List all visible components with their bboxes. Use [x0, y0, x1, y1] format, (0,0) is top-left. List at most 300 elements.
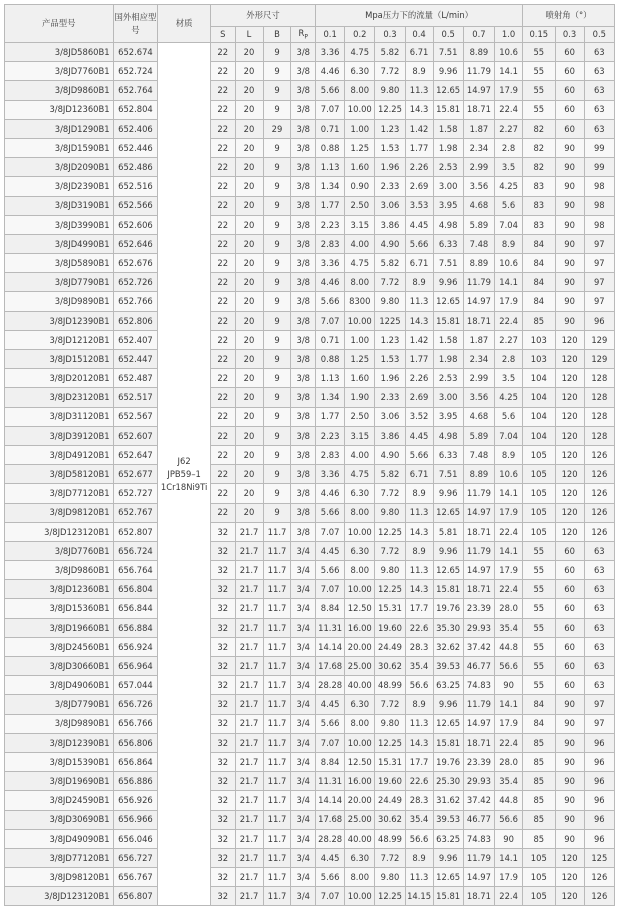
cell-angle-0.5: 98 [584, 215, 614, 234]
cell-model: 3/8JD9890B1 [5, 714, 114, 733]
cell-dim-rp: 3/8 [291, 100, 316, 119]
cell-angle-0.5: 63 [584, 119, 614, 138]
cell-flow-0.2: 1.00 [345, 119, 375, 138]
cell-flow-0.4: 1.77 [405, 350, 433, 369]
cell-flow-0.5: 12.65 [433, 561, 463, 580]
cell-flow-1.0: 22.4 [495, 522, 523, 541]
cell-angle-0.5: 126 [584, 445, 614, 464]
cell-angle-0.3: 60 [555, 618, 584, 637]
cell-flow-0.1: 5.66 [316, 868, 345, 887]
table-row [5, 733, 615, 752]
cell-model: 3/8JD4990B1 [5, 234, 114, 253]
cell-angle-0.15: 105 [523, 465, 555, 484]
cell-model: 3/8JD20120B1 [5, 369, 114, 388]
cell-flow-0.3: 9.80 [375, 561, 405, 580]
cell-dim-b: 9 [263, 196, 291, 215]
cell-flow-0.2: 16.00 [345, 772, 375, 791]
cell-flow-0.3: 24.49 [375, 791, 405, 810]
cell-dim-b: 11.7 [263, 676, 291, 695]
cell-angle-0.3: 60 [555, 100, 584, 119]
table-row [5, 350, 615, 369]
cell-dim-rp: 3/4 [291, 829, 316, 848]
cell-ref-model: 656.046 [113, 829, 158, 848]
cell-flow-0.3: 15.31 [375, 752, 405, 771]
cell-flow-0.2: 4.00 [345, 234, 375, 253]
cell-dim-l: 20 [235, 484, 263, 503]
cell-flow-1.0: 10.6 [495, 465, 523, 484]
cell-flow-0.3: 30.62 [375, 657, 405, 676]
cell-flow-0.7: 46.77 [463, 810, 494, 829]
cell-flow-0.2: 1.25 [345, 350, 375, 369]
cell-dim-b: 11.7 [263, 637, 291, 656]
cell-flow-1.0: 3.5 [495, 158, 523, 177]
cell-dim-s: 22 [210, 407, 235, 426]
cell-dim-s: 32 [210, 829, 235, 848]
cell-dim-b: 9 [263, 465, 291, 484]
cell-flow-0.7: 18.71 [463, 580, 494, 599]
cell-flow-0.1: 0.71 [316, 330, 345, 349]
cell-angle-0.15: 103 [523, 330, 555, 349]
cell-ref-model: 652.446 [113, 138, 158, 157]
cell-angle-0.15: 104 [523, 426, 555, 445]
cell-flow-0.4: 8.9 [405, 62, 433, 81]
cell-flow-0.5: 6.33 [433, 234, 463, 253]
table-row [5, 714, 615, 733]
cell-angle-0.3: 90 [555, 234, 584, 253]
cell-dim-l: 20 [235, 43, 263, 62]
cell-angle-0.5: 63 [584, 561, 614, 580]
cell-flow-0.5: 12.65 [433, 714, 463, 733]
cell-angle-0.3: 90 [555, 292, 584, 311]
cell-angle-0.3: 60 [555, 541, 584, 560]
cell-model: 3/8JD7790B1 [5, 273, 114, 292]
cell-flow-0.3: 1225 [375, 311, 405, 330]
cell-dim-l: 21.7 [235, 772, 263, 791]
table-row [5, 445, 615, 464]
cell-angle-0.15: 55 [523, 580, 555, 599]
cell-flow-1.0: 14.1 [495, 848, 523, 867]
cell-flow-0.2: 20.00 [345, 791, 375, 810]
cell-dim-b: 9 [263, 43, 291, 62]
table-row [5, 388, 615, 407]
cell-flow-0.7: 14.97 [463, 292, 494, 311]
cell-model: 3/8JD12360B1 [5, 580, 114, 599]
cell-dim-rp: 3/4 [291, 695, 316, 714]
cell-angle-0.3: 120 [555, 350, 584, 369]
cell-dim-rp: 3/8 [291, 196, 316, 215]
header-pressure: 0.2 [345, 27, 375, 43]
cell-dim-s: 22 [210, 62, 235, 81]
cell-flow-0.1: 28.28 [316, 829, 345, 848]
cell-flow-0.2: 6.30 [345, 541, 375, 560]
cell-dim-l: 21.7 [235, 887, 263, 906]
cell-flow-0.4: 28.3 [405, 637, 433, 656]
table-row [5, 330, 615, 349]
cell-flow-0.2: 6.30 [345, 484, 375, 503]
cell-flow-0.5: 6.33 [433, 445, 463, 464]
cell-ref-model: 652.607 [113, 426, 158, 445]
cell-flow-0.4: 5.66 [405, 445, 433, 464]
cell-angle-0.5: 63 [584, 62, 614, 81]
cell-dim-rp: 3/4 [291, 580, 316, 599]
cell-flow-0.3: 24.49 [375, 637, 405, 656]
cell-flow-1.0: 7.04 [495, 426, 523, 445]
cell-flow-1.0: 14.1 [495, 62, 523, 81]
cell-angle-0.3: 120 [555, 503, 584, 522]
cell-model: 3/8JD19690B1 [5, 772, 114, 791]
cell-dim-l: 21.7 [235, 599, 263, 618]
cell-flow-0.2: 4.75 [345, 43, 375, 62]
cell-angle-0.5: 128 [584, 369, 614, 388]
cell-flow-0.4: 11.3 [405, 81, 433, 100]
cell-flow-0.3: 30.62 [375, 810, 405, 829]
cell-flow-0.2: 40.00 [345, 676, 375, 695]
cell-dim-b: 9 [263, 158, 291, 177]
cell-dim-b: 11.7 [263, 810, 291, 829]
cell-ref-model: 656.886 [113, 772, 158, 791]
cell-flow-1.0: 2.27 [495, 119, 523, 138]
cell-flow-0.4: 6.71 [405, 465, 433, 484]
cell-dim-b: 11.7 [263, 848, 291, 867]
cell-angle-0.3: 90 [555, 772, 584, 791]
table-row [5, 254, 615, 273]
cell-dim-rp: 3/8 [291, 215, 316, 234]
cell-flow-1.0: 2.8 [495, 350, 523, 369]
cell-angle-0.3: 60 [555, 62, 584, 81]
cell-flow-1.0: 14.1 [495, 484, 523, 503]
cell-ref-model: 652.487 [113, 369, 158, 388]
cell-ref-model: 652.767 [113, 503, 158, 522]
cell-dim-b: 9 [263, 388, 291, 407]
cell-flow-0.1: 1.34 [316, 388, 345, 407]
header-dimensions: 外形尺寸 [210, 5, 315, 27]
cell-dim-b: 9 [263, 407, 291, 426]
cell-angle-0.5: 99 [584, 138, 614, 157]
cell-flow-0.5: 7.51 [433, 465, 463, 484]
cell-flow-0.7: 18.71 [463, 733, 494, 752]
cell-flow-0.3: 1.96 [375, 369, 405, 388]
material-line2: JPB59–1 [167, 468, 201, 479]
cell-flow-0.7: 37.42 [463, 791, 494, 810]
cell-flow-0.3: 7.72 [375, 62, 405, 81]
cell-dim-rp: 3/8 [291, 62, 316, 81]
cell-flow-1.0: 5.6 [495, 407, 523, 426]
cell-flow-0.1: 5.66 [316, 561, 345, 580]
cell-flow-0.4: 11.3 [405, 868, 433, 887]
cell-flow-0.1: 7.07 [316, 100, 345, 119]
cell-flow-0.7: 7.48 [463, 445, 494, 464]
cell-angle-0.15: 84 [523, 714, 555, 733]
cell-model: 3/8JD1590B1 [5, 138, 114, 157]
cell-angle-0.15: 55 [523, 62, 555, 81]
cell-dim-b: 11.7 [263, 618, 291, 637]
table-row [5, 752, 615, 771]
cell-ref-model: 652.764 [113, 81, 158, 100]
cell-dim-l: 21.7 [235, 733, 263, 752]
cell-angle-0.15: 55 [523, 81, 555, 100]
cell-angle-0.5: 126 [584, 887, 614, 906]
cell-angle-0.15: 85 [523, 733, 555, 752]
table-row [5, 503, 615, 522]
cell-ref-model: 656.884 [113, 618, 158, 637]
cell-angle-0.3: 90 [555, 273, 584, 292]
cell-dim-l: 20 [235, 369, 263, 388]
cell-model: 3/8JD23120B1 [5, 388, 114, 407]
cell-dim-s: 22 [210, 292, 235, 311]
cell-flow-0.1: 1.34 [316, 177, 345, 196]
cell-angle-0.15: 85 [523, 311, 555, 330]
cell-flow-0.5: 3.95 [433, 407, 463, 426]
cell-angle-0.5: 97 [584, 273, 614, 292]
cell-flow-0.7: 2.34 [463, 350, 494, 369]
header-dim-s: S [210, 27, 235, 43]
cell-flow-0.5: 63.25 [433, 829, 463, 848]
cell-flow-0.4: 11.3 [405, 561, 433, 580]
cell-angle-0.5: 128 [584, 426, 614, 445]
cell-dim-b: 11.7 [263, 695, 291, 714]
cell-flow-0.3: 1.23 [375, 330, 405, 349]
cell-flow-0.5: 19.76 [433, 599, 463, 618]
cell-model: 3/8JD49120B1 [5, 445, 114, 464]
cell-ref-model: 656.724 [113, 541, 158, 560]
cell-flow-0.1: 17.68 [316, 810, 345, 829]
cell-dim-s: 22 [210, 311, 235, 330]
cell-dim-rp: 3/4 [291, 657, 316, 676]
cell-flow-0.4: 14.3 [405, 100, 433, 119]
cell-angle-0.15: 84 [523, 234, 555, 253]
cell-angle-0.3: 60 [555, 119, 584, 138]
cell-model: 3/8JD9890B1 [5, 292, 114, 311]
cell-dim-l: 20 [235, 426, 263, 445]
table-row [5, 868, 615, 887]
cell-flow-0.7: 23.39 [463, 599, 494, 618]
cell-dim-l: 20 [235, 445, 263, 464]
header-pressure: 0.5 [433, 27, 463, 43]
cell-model: 3/8JD123120B1 [5, 887, 114, 906]
table-row [5, 848, 615, 867]
cell-dim-b: 9 [263, 311, 291, 330]
cell-flow-0.7: 2.99 [463, 369, 494, 388]
cell-flow-1.0: 44.8 [495, 637, 523, 656]
cell-dim-l: 20 [235, 138, 263, 157]
cell-flow-0.7: 18.71 [463, 522, 494, 541]
cell-flow-0.2: 4.75 [345, 465, 375, 484]
cell-flow-0.5: 63.25 [433, 676, 463, 695]
cell-flow-0.4: 14.3 [405, 733, 433, 752]
cell-angle-0.5: 99 [584, 158, 614, 177]
header-material: 材质 [158, 5, 211, 43]
cell-flow-0.2: 2.50 [345, 407, 375, 426]
cell-angle-0.15: 105 [523, 484, 555, 503]
cell-model: 3/8JD98120B1 [5, 868, 114, 887]
cell-angle-0.3: 60 [555, 599, 584, 618]
cell-dim-s: 22 [210, 177, 235, 196]
cell-flow-0.7: 74.83 [463, 829, 494, 848]
cell-flow-0.3: 12.25 [375, 100, 405, 119]
cell-ref-model: 656.727 [113, 848, 158, 867]
cell-flow-0.3: 3.86 [375, 426, 405, 445]
cell-model: 3/8JD2390B1 [5, 177, 114, 196]
cell-model: 3/8JD30690B1 [5, 810, 114, 829]
cell-ref-model: 652.726 [113, 273, 158, 292]
cell-dim-rp: 3/4 [291, 676, 316, 695]
cell-angle-0.5: 129 [584, 330, 614, 349]
cell-dim-b: 11.7 [263, 829, 291, 848]
cell-ref-model: 652.804 [113, 100, 158, 119]
cell-flow-0.5: 9.96 [433, 273, 463, 292]
header-angle-pressure: 0.15 [523, 27, 555, 43]
cell-flow-1.0: 28.0 [495, 599, 523, 618]
cell-flow-0.3: 9.80 [375, 868, 405, 887]
cell-flow-0.7: 2.34 [463, 138, 494, 157]
cell-flow-1.0: 7.04 [495, 215, 523, 234]
cell-flow-0.5: 1.58 [433, 330, 463, 349]
cell-dim-b: 9 [263, 330, 291, 349]
cell-dim-b: 9 [263, 138, 291, 157]
cell-flow-0.3: 15.31 [375, 599, 405, 618]
cell-angle-0.3: 120 [555, 445, 584, 464]
cell-ref-model: 652.807 [113, 522, 158, 541]
cell-model: 3/8JD12390B1 [5, 733, 114, 752]
cell-dim-rp: 3/8 [291, 234, 316, 253]
table-row [5, 426, 615, 445]
cell-flow-0.3: 12.25 [375, 887, 405, 906]
cell-angle-0.3: 120 [555, 848, 584, 867]
cell-flow-0.3: 19.60 [375, 618, 405, 637]
cell-dim-s: 22 [210, 196, 235, 215]
cell-flow-1.0: 56.6 [495, 810, 523, 829]
cell-dim-l: 20 [235, 177, 263, 196]
cell-flow-0.5: 15.81 [433, 733, 463, 752]
cell-angle-0.15: 82 [523, 138, 555, 157]
cell-dim-s: 22 [210, 484, 235, 503]
cell-angle-0.15: 84 [523, 695, 555, 714]
cell-flow-0.2: 2.50 [345, 196, 375, 215]
cell-flow-0.3: 48.99 [375, 676, 405, 695]
cell-flow-0.4: 4.45 [405, 426, 433, 445]
cell-flow-0.2: 1.25 [345, 138, 375, 157]
cell-angle-0.15: 82 [523, 119, 555, 138]
cell-flow-0.7: 8.89 [463, 465, 494, 484]
cell-dim-s: 22 [210, 158, 235, 177]
cell-angle-0.5: 126 [584, 503, 614, 522]
cell-model: 3/8JD77120B1 [5, 848, 114, 867]
cell-angle-0.5: 129 [584, 350, 614, 369]
cell-flow-1.0: 17.9 [495, 81, 523, 100]
cell-flow-0.2: 0.90 [345, 177, 375, 196]
cell-flow-0.2: 10.00 [345, 100, 375, 119]
cell-flow-1.0: 44.8 [495, 791, 523, 810]
cell-angle-0.15: 84 [523, 292, 555, 311]
table-body [5, 43, 615, 906]
cell-flow-0.7: 14.97 [463, 714, 494, 733]
cell-flow-0.5: 3.95 [433, 196, 463, 215]
cell-flow-0.5: 12.65 [433, 503, 463, 522]
cell-flow-0.7: 74.83 [463, 676, 494, 695]
cell-model: 3/8JD123120B1 [5, 522, 114, 541]
cell-dim-l: 20 [235, 273, 263, 292]
cell-flow-0.4: 5.66 [405, 234, 433, 253]
material-line1: J62 [177, 455, 191, 466]
cell-angle-0.3: 60 [555, 561, 584, 580]
cell-model: 3/8JD15120B1 [5, 350, 114, 369]
cell-model: 3/8JD24560B1 [5, 637, 114, 656]
table-row [5, 43, 615, 62]
cell-dim-rp: 3/8 [291, 522, 316, 541]
cell-flow-0.5: 15.81 [433, 100, 463, 119]
cell-dim-l: 20 [235, 119, 263, 138]
cell-angle-0.3: 120 [555, 868, 584, 887]
cell-flow-0.7: 11.79 [463, 848, 494, 867]
cell-flow-0.2: 4.75 [345, 254, 375, 273]
table-row [5, 580, 615, 599]
cell-dim-b: 11.7 [263, 599, 291, 618]
cell-flow-0.3: 3.86 [375, 215, 405, 234]
cell-flow-0.3: 9.80 [375, 503, 405, 522]
table-row [5, 599, 615, 618]
cell-angle-0.3: 120 [555, 407, 584, 426]
cell-model: 3/8JD24590B1 [5, 791, 114, 810]
cell-flow-0.3: 3.06 [375, 407, 405, 426]
cell-flow-0.1: 4.46 [316, 484, 345, 503]
cell-flow-1.0: 3.5 [495, 369, 523, 388]
cell-angle-0.5: 63 [584, 43, 614, 62]
cell-angle-0.15: 55 [523, 43, 555, 62]
cell-ref-model: 652.406 [113, 119, 158, 138]
table-row [5, 887, 615, 906]
cell-angle-0.5: 96 [584, 791, 614, 810]
cell-dim-s: 22 [210, 43, 235, 62]
cell-angle-0.15: 104 [523, 369, 555, 388]
cell-dim-rp: 3/8 [291, 407, 316, 426]
table-row [5, 791, 615, 810]
cell-dim-rp: 3/8 [291, 465, 316, 484]
cell-dim-l: 21.7 [235, 848, 263, 867]
cell-flow-0.7: 3.56 [463, 388, 494, 407]
cell-flow-0.2: 10.00 [345, 580, 375, 599]
cell-ref-model: 656.804 [113, 580, 158, 599]
cell-dim-s: 32 [210, 695, 235, 714]
table-row [5, 407, 615, 426]
cell-dim-b: 11.7 [263, 772, 291, 791]
cell-dim-s: 22 [210, 388, 235, 407]
cell-angle-0.15: 82 [523, 158, 555, 177]
cell-flow-0.1: 1.13 [316, 158, 345, 177]
cell-dim-rp: 3/8 [291, 330, 316, 349]
cell-angle-0.3: 90 [555, 829, 584, 848]
cell-flow-1.0: 35.4 [495, 772, 523, 791]
cell-flow-0.5: 2.53 [433, 369, 463, 388]
header-pressure: 0.1 [316, 27, 345, 43]
cell-flow-0.3: 19.60 [375, 772, 405, 791]
cell-model: 3/8JD12360B1 [5, 100, 114, 119]
cell-model: 3/8JD98120B1 [5, 503, 114, 522]
table-row [5, 561, 615, 580]
cell-angle-0.15: 55 [523, 100, 555, 119]
cell-flow-0.4: 14.3 [405, 522, 433, 541]
cell-flow-0.1: 4.46 [316, 62, 345, 81]
cell-dim-rp: 3/8 [291, 292, 316, 311]
table-row [5, 810, 615, 829]
table-header [5, 5, 615, 43]
cell-flow-0.2: 10.00 [345, 522, 375, 541]
cell-dim-s: 32 [210, 772, 235, 791]
cell-flow-0.1: 14.14 [316, 791, 345, 810]
cell-flow-0.3: 1.53 [375, 350, 405, 369]
cell-ref-model: 657.044 [113, 676, 158, 695]
cell-dim-b: 9 [263, 369, 291, 388]
cell-dim-rp: 3/4 [291, 618, 316, 637]
